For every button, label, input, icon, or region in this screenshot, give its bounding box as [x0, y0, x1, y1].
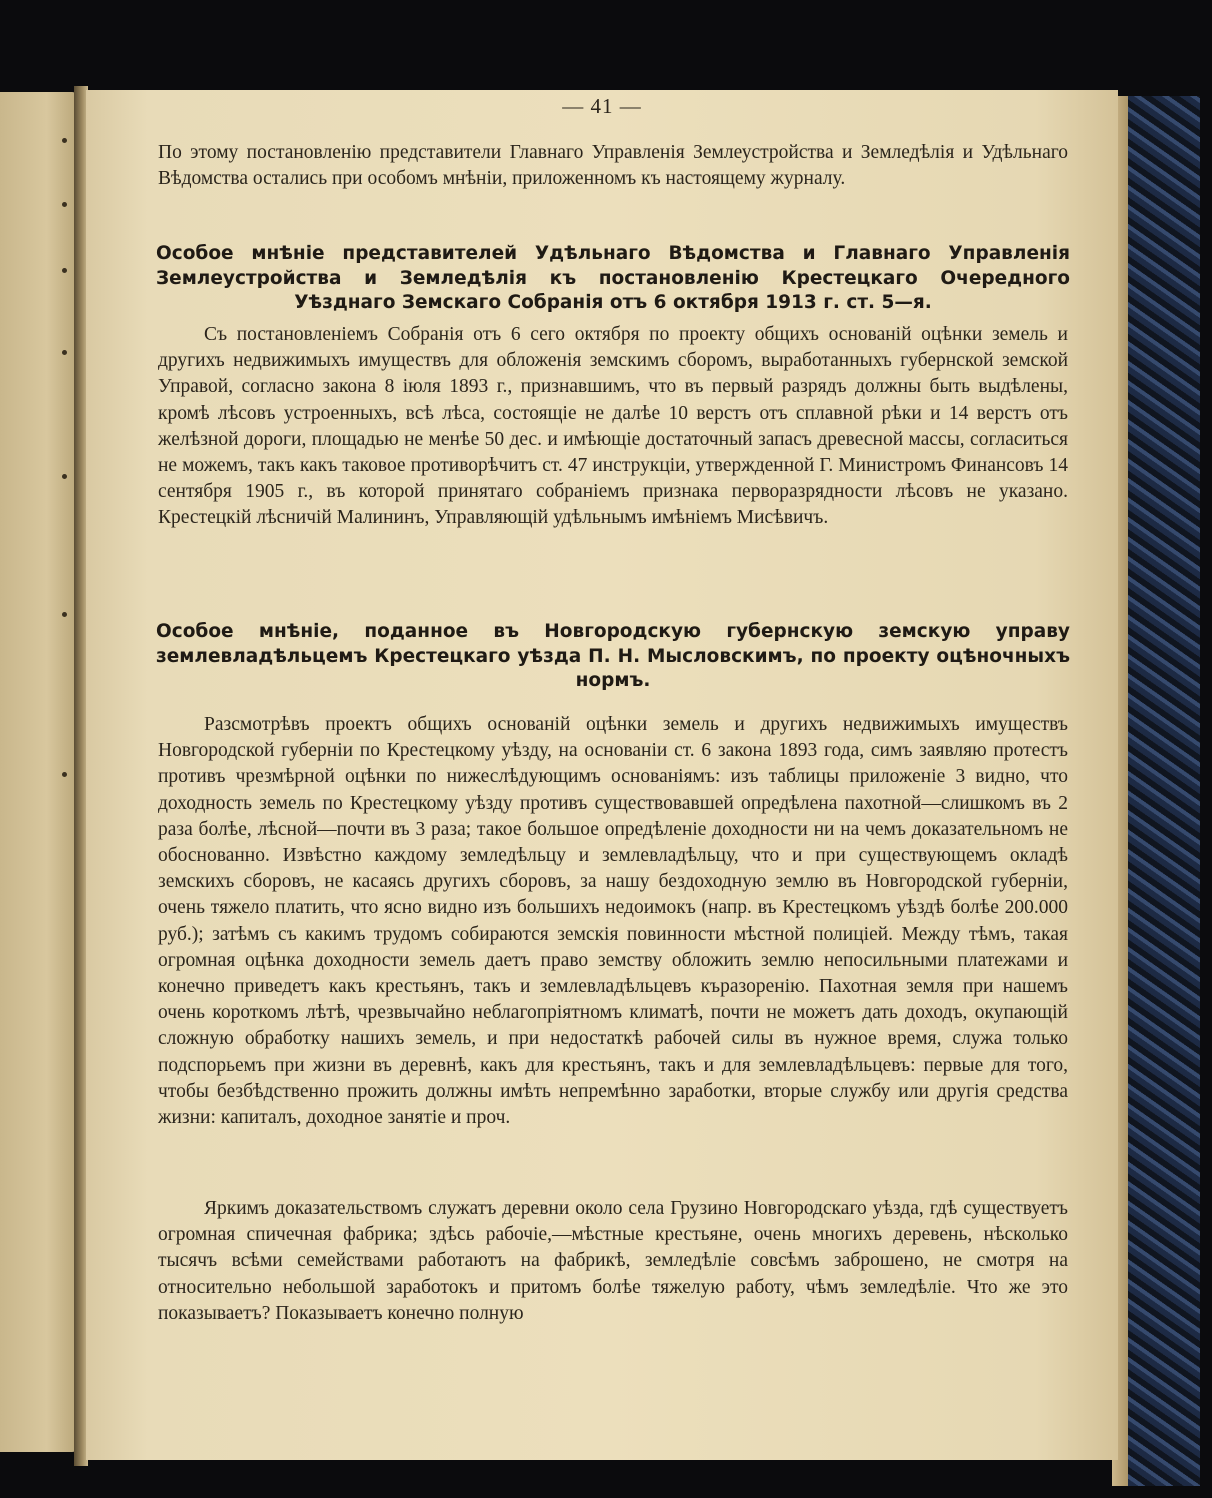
page-edge-mark — [62, 268, 67, 273]
page-number: — 41 — — [562, 94, 642, 118]
page-edge-mark — [62, 138, 67, 143]
left-facing-page — [0, 92, 78, 1452]
marbled-book-edge — [1128, 96, 1200, 1486]
section-heading-appanage: Особое мнѣніе представителей Удѣльнаго Вѣдомства и Главнаго Управленія Землеустройства и Земледѣлія къ постановленію Крестецкаго Очередного Уѣзднаго Земскаго Собранія отъ 6 октября 1913 г. ст. 5—я. — [156, 243, 1070, 313]
intro-paragraph: По этому постановленію представители Главнаго Управленія Землеустройства и Земледѣлія и Удѣльнаго Вѣдомства остались при особомъ мнѣніи, приложенномъ къ настоящему журналу. — [158, 142, 1068, 190]
section-paragraph-myslovsky-2: Яркимъ доказательствомъ служатъ деревни около села Грузино Новгородскаго уѣзда, гдѣ существуетъ огромная спичечная фабрика; здѣсь рабочіе,—мѣстные крестьяне, очень многихъ деревень, нѣсколько тысячъ всѣми семействами работаютъ на фабрикѣ, земледѣліе совсѣмъ заброшено, не смотря на относительно небольшой заработокъ и притомъ болѣе тяжелую работу, чѣмъ земледѣліе. Что же это показываетъ? Показываетъ конечно полную — [158, 1198, 1068, 1324]
page-edge-mark — [62, 474, 67, 479]
page-edge-mark — [62, 772, 67, 777]
book-page — [86, 90, 1118, 1460]
section-paragraph-appanage: Съ постановленіемъ Собранія отъ 6 сего октября по проекту общихъ основаній оцѣнки земель и другихъ недвижимыхъ имуществъ для обложенія земскимъ сборомъ, выработанныхъ губернской земской Управой, согласно закона 8 іюля 1893 г., признавшимъ, что въ первый разрядъ должны быть выдѣлены, кромѣ лѣсовъ устроенныхъ, всѣ лѣса, состоящіе не далѣе 10 верстъ отъ сплавной рѣки и 14 верстъ отъ желѣзной дороги, площадью не менѣе 50 дес. и имѣющіе достаточный запасъ древесной массы, согласиться не можемъ, такъ какъ таковое противорѣчитъ ст. 47 инструкціи, утвержденной Г. Министромъ Финансовъ 14 сентября 1905 г., въ которой принятаго собраніемъ признака перворазрядности лѣсовъ не указано. Крестецкій лѣсничій Малининъ, Управляющій удѣльнымъ имѣніемъ Мисѣвичъ. — [158, 324, 1068, 529]
page-edge-mark — [62, 202, 67, 207]
page-edge-mark — [62, 612, 67, 617]
page-edge-mark — [62, 350, 67, 355]
section-heading-myslovsky: Особое мнѣніе, поданное въ Новгородскую губернскую земскую управу землевладѣльцемъ Крестецкаго уѣзда П. Н. Мысловскимъ, по проекту оцѣночныхъ нормъ. — [156, 621, 1070, 691]
section-paragraph-myslovsky-1: Разсмотрѣвъ проектъ общихъ основаній оцѣнки земель и другихъ недвижимыхъ имуществъ Новгородской губерніи по Крестецкому уѣзду, на основаніи ст. 6 закона 1893 года, симъ заявляю протестъ противъ чрезмѣрной оцѣнки по нижеслѣдующимъ основаніямъ: изъ таблицы приложеніе 3 видно, что доходность земель по Крестецкому уѣзду противъ существовавшей опредѣлена пахотной—слишкомъ въ 2 раза болѣе, лѣсной—почти въ 3 раза; такое большое опредѣленіе доходности ни на чемъ доказательномъ не обоснованно. Извѣстно каждому земледѣльцу и землевладѣльцу, что и при существующемъ окладѣ земскихъ сборовъ, не касаясь другихъ сборовъ, за нашу бездоходную землю въ Новгородской губерніи, очень тяжело платить, что ясно видно изъ большихъ недоимокъ (напр. въ Крестецкомъ уѣздѣ болѣе 200.000 руб.); затѣмъ съ какимъ трудомъ собираются земскія повинности мѣстной полиціей. Между тѣмъ, такая огромная оцѣнка доходности земель даетъ право земству обложить землю непосильными платежами и конечно приведетъ какъ крестьянъ, такъ и землевладѣльцевъ къразоренію. Пахотная земля при нашемъ очень короткомъ лѣтѣ, чрезвычайно неблагопріятномъ климатѣ, почти не можетъ дать доходъ, окупающій сложную обработку нашихъ земель, и при недостаткѣ рабочей силы въ нужное время, служа только подспорьемъ при жизни въ деревнѣ, какъ для крестьянъ, такъ и для землевладѣльцевъ: первые для того, чтобы безбѣдственно прожить должны имѣть непремѣнно заработки, вторые службу или другія средства жизни: капиталъ, доходное занятіе и проч. — [158, 714, 1068, 1129]
